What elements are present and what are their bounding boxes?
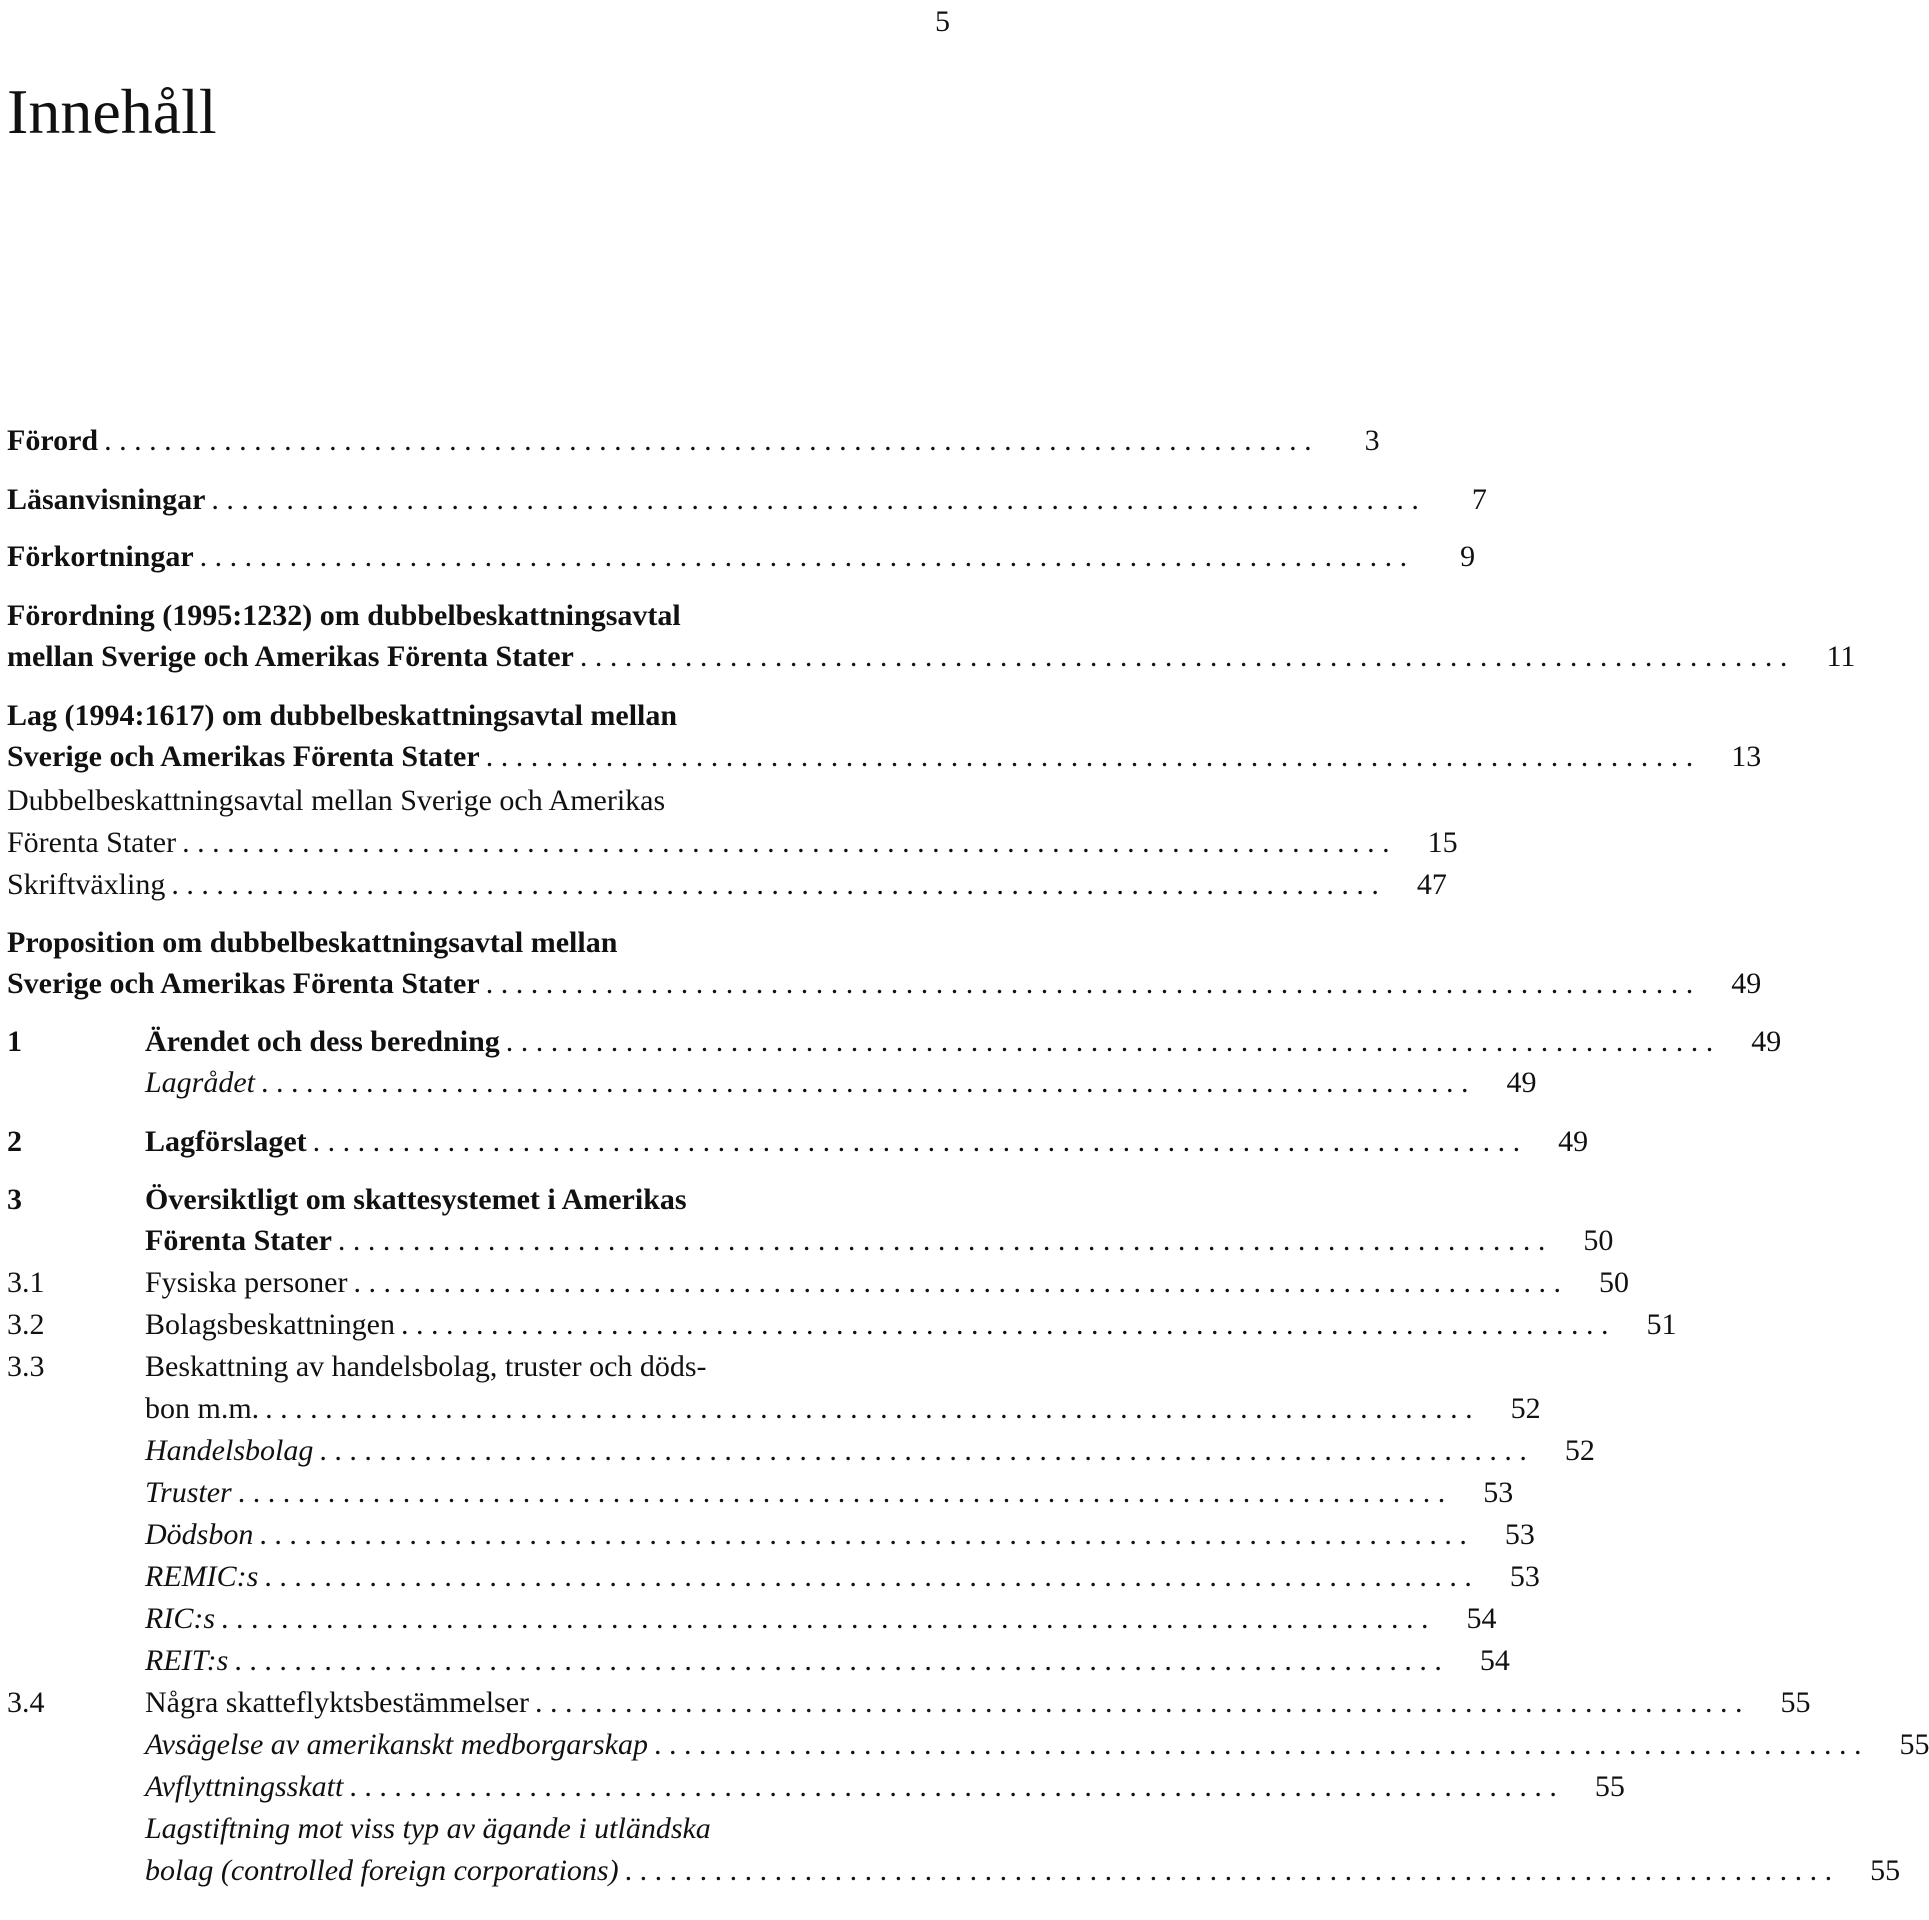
toc-entry-lag[interactable]: Sverige och Amerikas Förenta Stater . . . 13 <box>7 737 957 777</box>
toc-entry-section-3-3[interactable]: bon m.m. . . . 52 <box>7 1389 1095 1429</box>
toc-entry-forord[interactable]: Förord . . . 3 <box>7 421 957 461</box>
dot-leader <box>234 1641 1442 1681</box>
dot-leader <box>353 1263 1561 1303</box>
dot-leader <box>211 480 1419 520</box>
toc-entry-remic[interactable]: REMIC:s . . . 53 <box>7 1557 1095 1597</box>
dot-leader <box>338 1221 1546 1261</box>
toc-entry-dodsbon[interactable]: Dödsbon . . . 53 <box>7 1515 1095 1555</box>
dot-leader <box>319 1431 1527 1471</box>
dot-leader <box>182 823 1390 863</box>
dot-leader <box>200 537 1408 577</box>
dot-leader <box>259 1515 1467 1555</box>
toc-entry-lagstiftning[interactable]: bolag (controlled foreign corporations) . . . 55 <box>7 1851 1095 1891</box>
dot-leader <box>265 1389 1473 1429</box>
toc-entry-section-2[interactable]: 2 Lagförslaget . . . 49 <box>7 1122 957 1162</box>
toc-entry-lasanvisningar[interactable]: Läsanvisningar . . . 7 <box>7 480 957 520</box>
toc-entry-ric[interactable]: RIC:s . . . 54 <box>7 1599 1095 1639</box>
toc-entry-forordning[interactable]: mellan Sverige och Amerikas Förenta Stater . . . 11 <box>7 637 957 677</box>
dot-leader <box>535 1683 1743 1723</box>
dot-leader <box>313 1122 1521 1162</box>
page-number: 5 <box>935 5 950 38</box>
toc-entry-avtal[interactable]: Förenta Stater . . . 15 <box>7 823 957 863</box>
toc-entry-section-3-line1: 3 Översiktligt om skattesystemet i Amerikas <box>7 1183 687 1216</box>
toc-entry-section-3-3-line1: 3.3 Beskattning av handelsbolag, truster och döds- <box>7 1350 707 1383</box>
dot-leader <box>625 1851 1833 1891</box>
toc-entry-section-3-4[interactable]: 3.4 Några skatteflyktsbestämmelser . . . 55 <box>7 1683 957 1723</box>
toc-entry-reit[interactable]: REIT:s . . . 54 <box>7 1641 1095 1681</box>
dot-leader <box>401 1305 1609 1345</box>
dot-leader <box>486 737 1694 777</box>
toc-entry-skriftvaxling[interactable]: Skriftväxling . . . 47 <box>7 865 957 905</box>
toc-entry-lagradet[interactable]: Lagrådet . . . 49 <box>7 1063 1095 1103</box>
page-title: Innehåll <box>7 76 217 147</box>
toc-entry-avtal-line1: Dubbelbeskattningsavtal mellan Sverige och Amerikas <box>7 784 666 817</box>
toc-entry-avsagelse[interactable]: Avsägelse av amerikanskt medborgarskap . . . 55 <box>7 1725 1095 1765</box>
toc-entry-truster[interactable]: Truster . . . 53 <box>7 1473 1095 1513</box>
toc-entry-section-3[interactable]: Förenta Stater . . . 50 <box>7 1221 1095 1261</box>
dot-leader <box>221 1599 1429 1639</box>
dot-leader <box>349 1767 1557 1807</box>
toc-entry-proposition[interactable]: Sverige och Amerikas Förenta Stater . . . 49 <box>7 964 957 1004</box>
dot-leader <box>261 1063 1469 1103</box>
dot-leader <box>238 1473 1446 1513</box>
dot-leader <box>654 1725 1862 1765</box>
toc-entry-section-3-1[interactable]: 3.1 Fysiska personer . . . 50 <box>7 1263 957 1303</box>
dot-leader <box>264 1557 1472 1597</box>
toc-entry-handelsbolag[interactable]: Handelsbolag . . . 52 <box>7 1431 1095 1471</box>
dot-leader <box>104 421 1312 461</box>
toc-entry-section-3-2[interactable]: 3.2 Bolagsbeskattningen . . . 51 <box>7 1305 957 1345</box>
toc-entry-lagstiftning-line1: Lagstiftning mot viss typ av ägande i utländska <box>145 1812 711 1845</box>
toc-entry-proposition-line1: Proposition om dubbelbeskattningsavtal mellan <box>7 926 618 959</box>
toc-entry-forordning-line1: Förordning (1995:1232) om dubbelbeskattningsavtal <box>7 599 681 632</box>
toc-entry-forkortningar[interactable]: Förkortningar . . . 9 <box>7 537 957 577</box>
toc-entry-lag-line1: Lag (1994:1617) om dubbelbeskattningsavtal mellan <box>7 699 678 732</box>
dot-leader <box>171 865 1379 905</box>
dot-leader <box>486 964 1694 1004</box>
toc-entry-avflyttningsskatt[interactable]: Avflyttningsskatt . . . 55 <box>7 1767 1095 1807</box>
dot-leader <box>580 637 1788 677</box>
toc-entry-section-1[interactable]: 1 Ärendet och dess beredning . . . 49 <box>7 1022 957 1062</box>
dot-leader <box>506 1022 1714 1062</box>
